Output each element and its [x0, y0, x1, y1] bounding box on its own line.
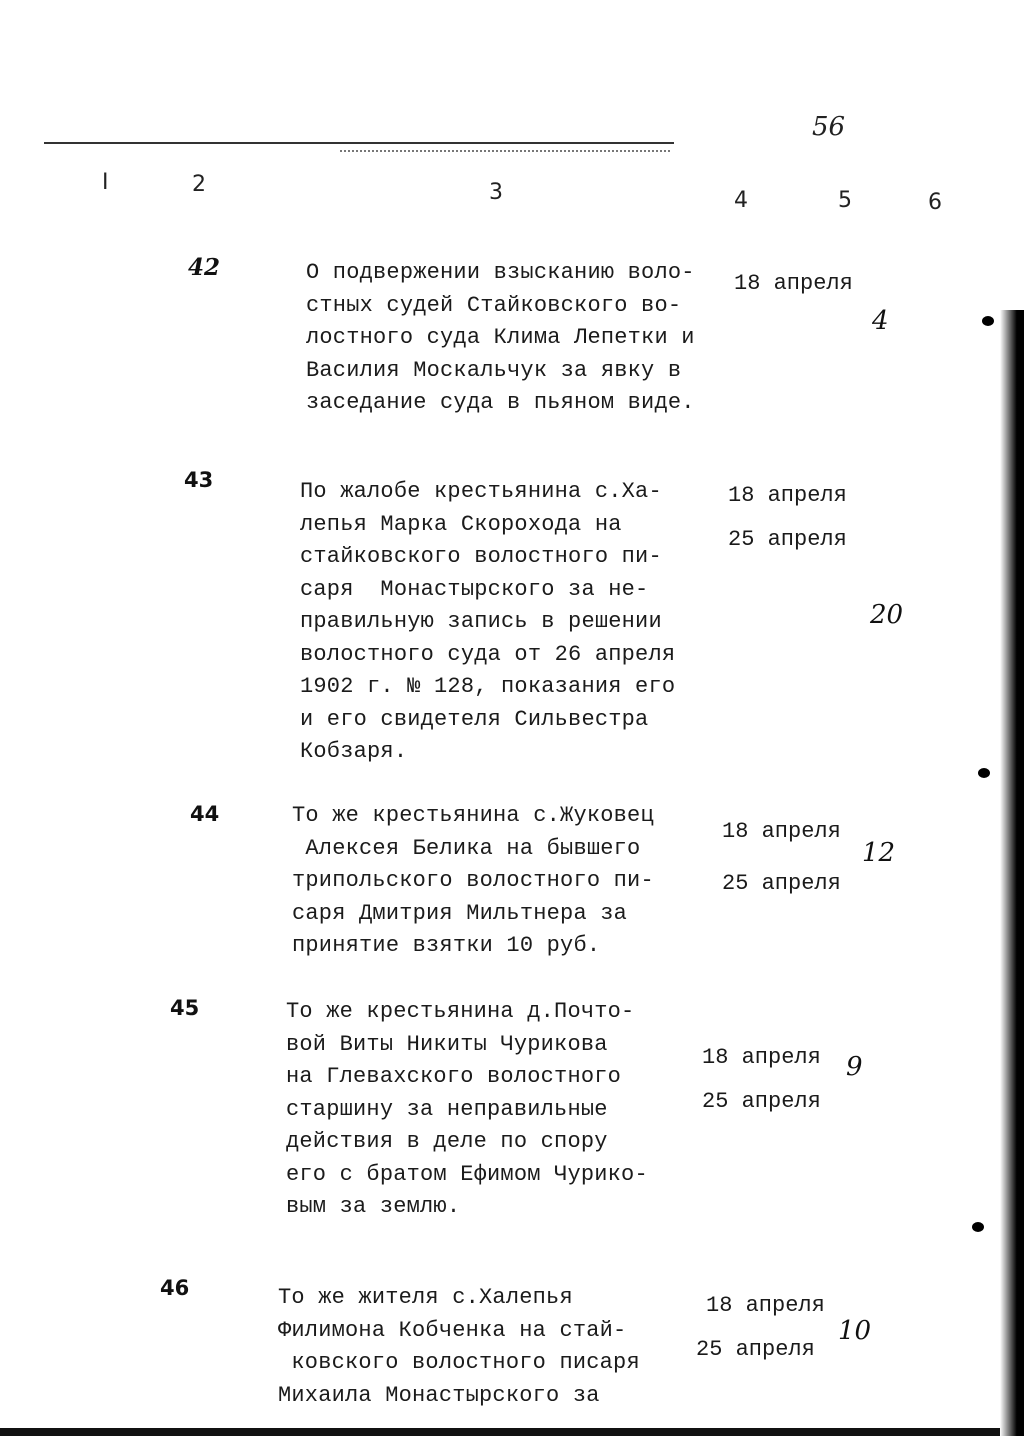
entry-description — [292, 800, 654, 963]
desc-line: То же крестьянина д.Почто- — [286, 999, 635, 1024]
column-header-5: 5 — [838, 188, 852, 213]
entry-number: 43 — [184, 468, 214, 492]
date: 25 апреля — [722, 871, 841, 896]
sheet-count: 9 — [846, 1052, 863, 1082]
desc-line: саря Дмитрия Мильтнера за — [292, 900, 628, 926]
sheet-count: 4 — [872, 306, 889, 336]
desc-line: и его свидетеля Сильвестра — [300, 706, 649, 732]
entry-dates — [702, 1036, 821, 1124]
entry-dates — [734, 262, 853, 306]
entry-number: 45 — [170, 996, 200, 1020]
date: 18 апреля — [706, 1293, 825, 1318]
desc-line: Михаила Монастырского за — [278, 1382, 600, 1408]
header-rule — [44, 142, 674, 144]
entry-number: 46 — [160, 1276, 190, 1300]
desc-line: его с братом Ефимом Чурико- — [286, 1161, 648, 1187]
date: 25 апреля — [728, 527, 847, 552]
desc-line: лепья Марка Скорохода на — [300, 511, 622, 537]
date: 18 апреля — [728, 483, 847, 508]
desc-line: О подвержении взысканию воло- — [306, 260, 695, 285]
desc-line: То же крестьянина с.Жуковец — [292, 803, 654, 828]
column-header-6: 6 — [928, 190, 942, 215]
binding-hole-icon — [972, 1222, 984, 1232]
desc-line: Кобзаря. — [300, 739, 408, 764]
desc-line: Филимона Кобченка на стай- — [278, 1317, 627, 1343]
desc-line: правильную запись в решении — [300, 609, 662, 634]
sheet-count: 12 — [862, 838, 896, 868]
date: 18 апреля — [722, 819, 841, 844]
date: 18 апреля — [702, 1045, 821, 1070]
desc-line: волостного суда от 26 апреля — [300, 641, 676, 667]
entry-number: 44 — [190, 802, 220, 826]
desc-line: на Глевахского волостного — [286, 1064, 622, 1089]
date: 18 апреля — [734, 271, 853, 296]
desc-line: заседание суда в пьяном виде. — [306, 390, 695, 415]
binding-hole-icon — [982, 316, 994, 326]
column-header-3: 3 — [489, 180, 503, 205]
entry-description — [300, 476, 675, 769]
column-header-4: 4 — [734, 188, 748, 213]
scan-bottom-edge — [0, 1428, 1000, 1436]
scan-edge-shadow — [1000, 310, 1024, 1436]
column-header-2: 2 — [192, 172, 206, 197]
desc-line: лостного суда Клима Лепетки и — [306, 325, 695, 350]
entry-description — [306, 257, 695, 420]
date: 25 апреля — [696, 1337, 815, 1362]
desc-line: принятие взятки 10 руб. — [292, 933, 601, 958]
sheet-count: 20 — [870, 600, 904, 630]
header-rule-dotted — [340, 150, 670, 152]
binding-hole-icon — [978, 768, 990, 778]
sheet-count: 10 — [838, 1316, 872, 1346]
entry-number: 42 — [188, 254, 221, 281]
entry-dates — [696, 1284, 825, 1372]
column-header-1: I — [102, 170, 109, 195]
desc-line: старшину за неправильные — [286, 1096, 608, 1122]
page-number: 56 — [812, 112, 846, 142]
desc-line: Алексея Белика на бывшего — [292, 835, 641, 861]
entry-dates — [728, 474, 847, 562]
date: 25 апреля — [702, 1089, 821, 1114]
desc-line: ковского волостного писаря — [278, 1350, 640, 1375]
desc-line: вым за землю. — [286, 1194, 461, 1219]
desc-line: действия в деле по спору — [286, 1129, 608, 1154]
desc-line: вой Виты Никиты Чурикова — [286, 1031, 608, 1057]
desc-line: То же жителя с.Халепья — [278, 1285, 573, 1310]
entry-description — [278, 1282, 640, 1412]
desc-line: По жалобе крестьянина с.Ха- — [300, 479, 662, 504]
desc-line: стных судей Стайковского во- — [306, 292, 682, 318]
desc-line: 1902 г. № 128, показания его — [300, 674, 676, 699]
desc-line: трипольского волостного пи- — [292, 868, 654, 893]
desc-line: саря Монастырского за не- — [300, 576, 649, 602]
entry-dates — [722, 806, 841, 910]
desc-line: стайковского волостного пи- — [300, 544, 662, 569]
desc-line: Василия Москальчук за явку в — [306, 357, 682, 383]
entry-description — [286, 996, 648, 1224]
